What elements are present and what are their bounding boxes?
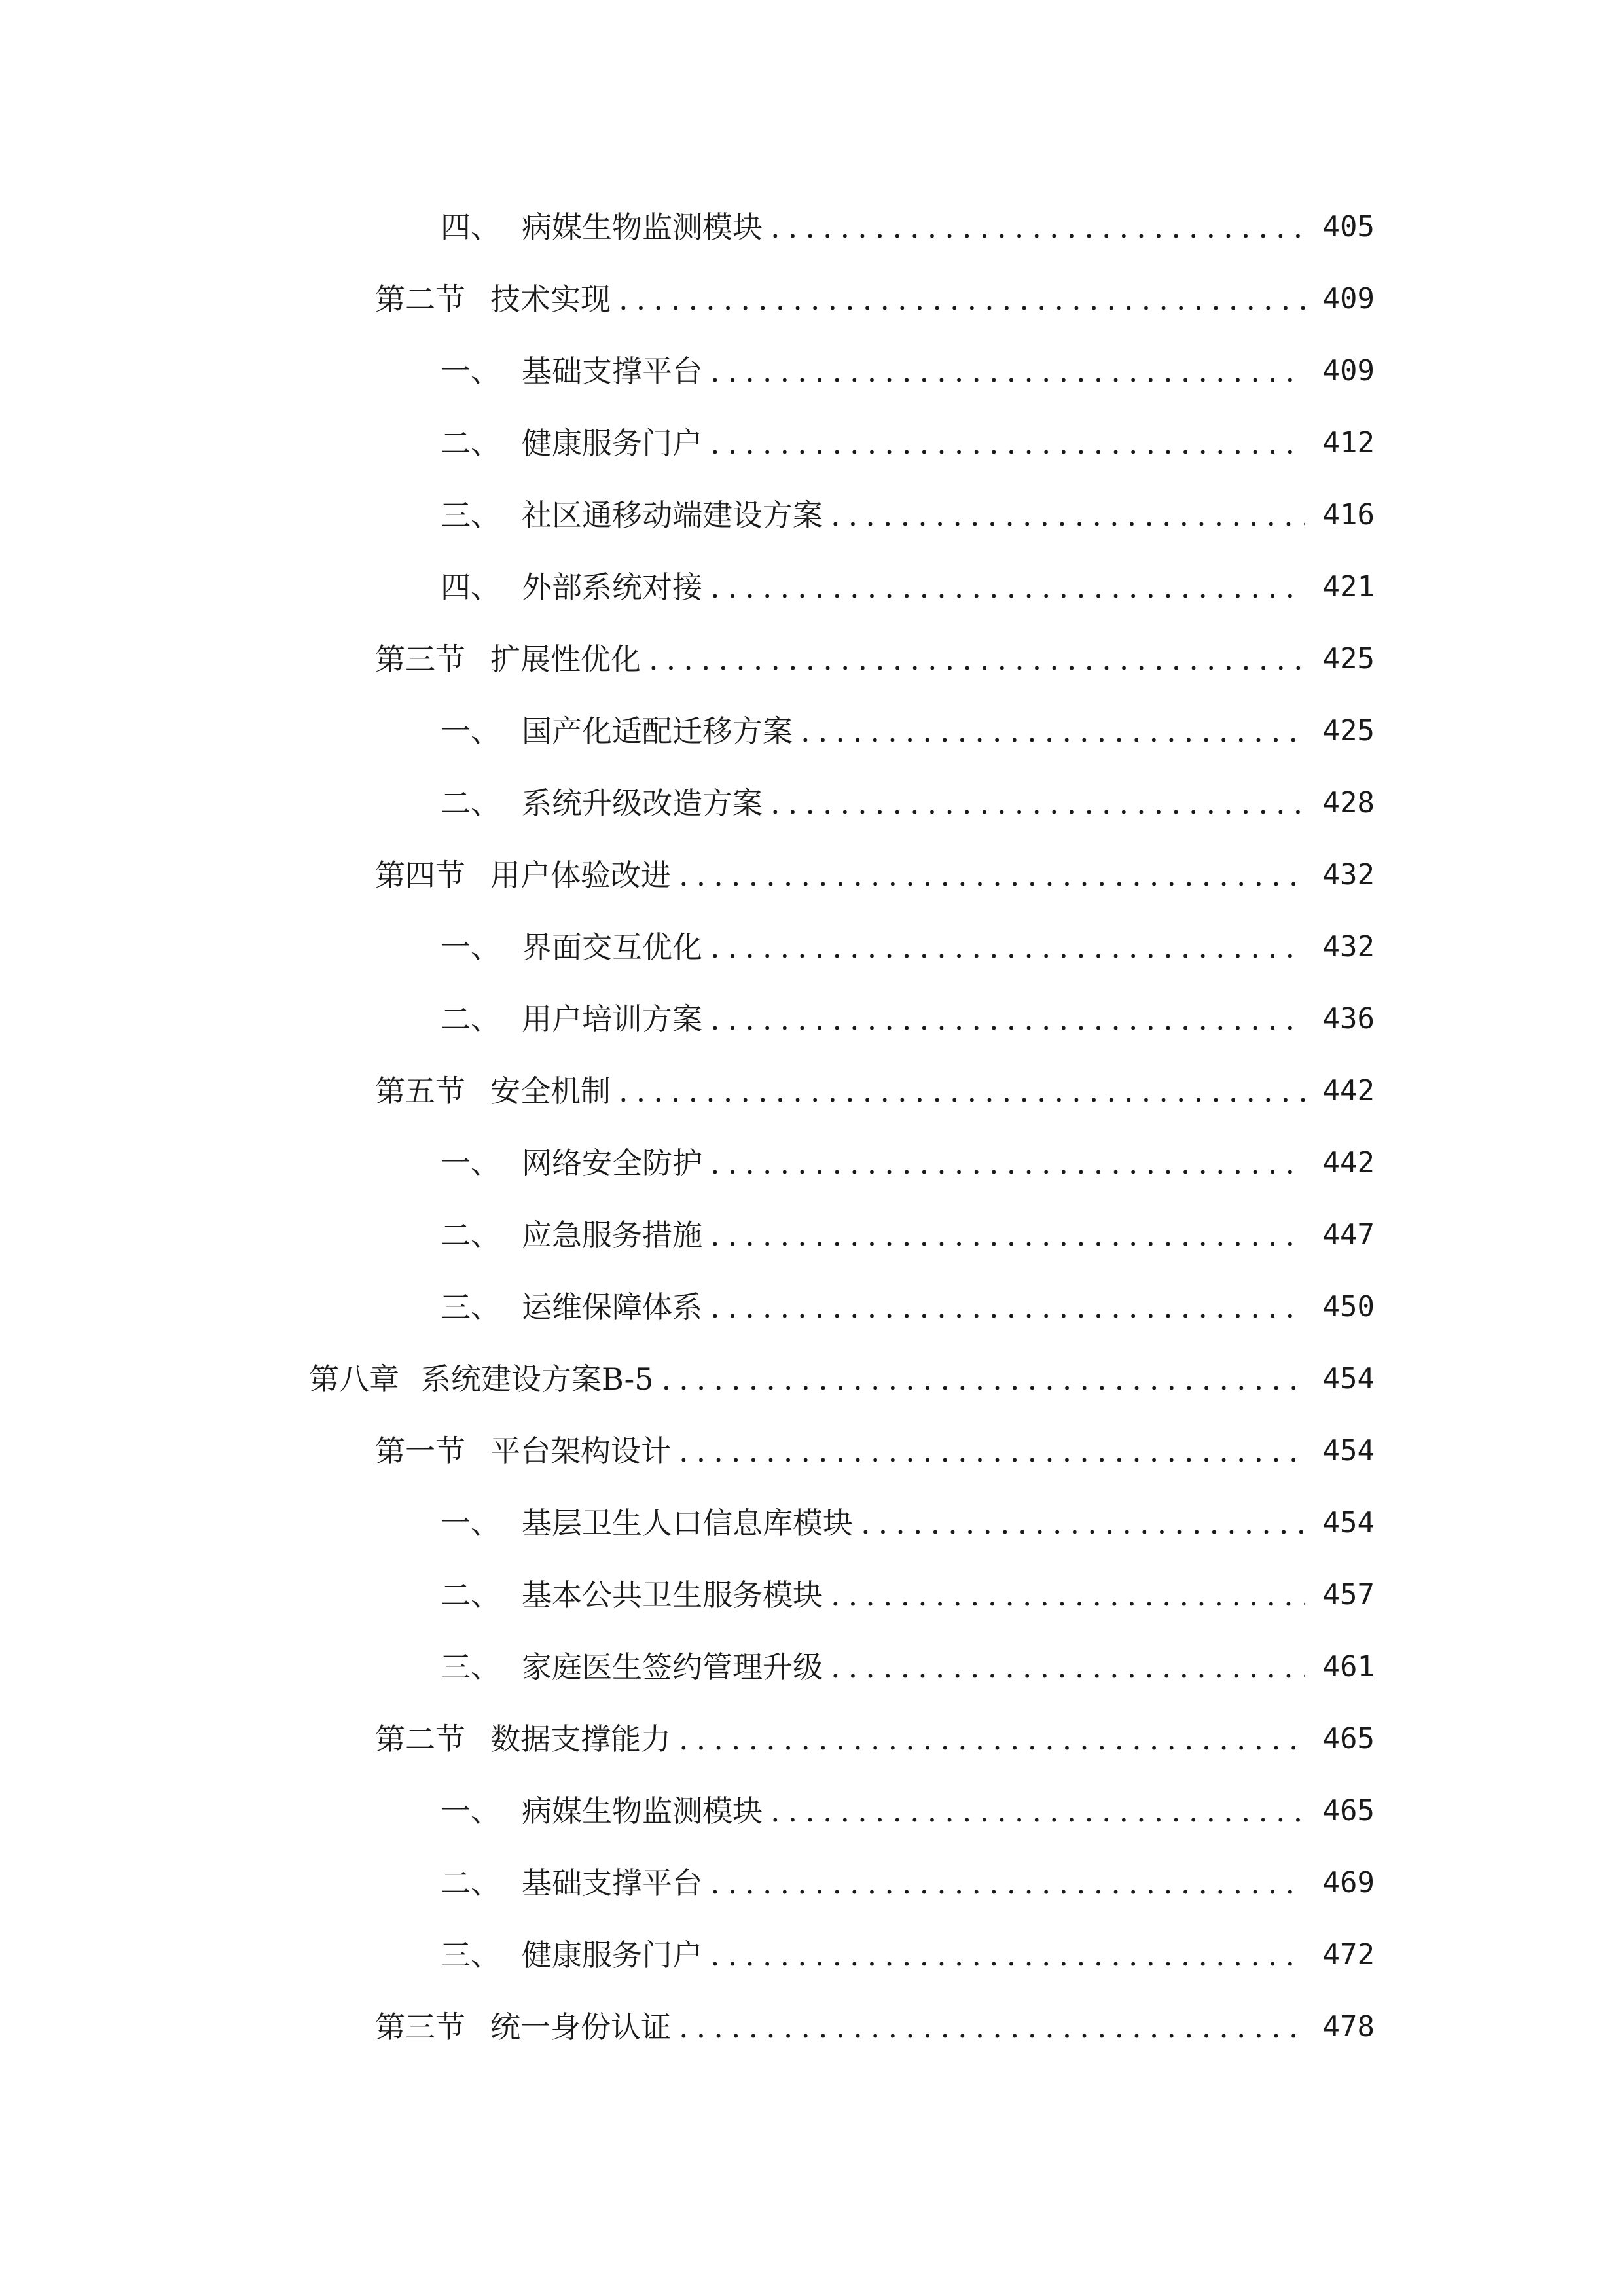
dot-leader [801,716,1305,746]
dot-leader [710,428,1305,458]
toc-entry-page: 454 [1322,1434,1375,1467]
dot-leader [770,1796,1305,1826]
toc-entry-number: 一、 [441,929,501,965]
toc-entry-title: 用户体验改进 [490,857,671,893]
dot-leader [831,500,1305,530]
table-of-contents [0,191,1624,2063]
toc-entry-page: 457 [1322,1578,1375,1611]
toc-entry[interactable] [0,1775,1624,1847]
toc-entry-title: 平台架构设计 [490,1433,671,1469]
toc-entry[interactable] [0,1703,1624,1775]
toc-entry-number: 一、 [441,1145,501,1181]
dot-leader [861,1508,1305,1538]
dot-leader [831,1652,1305,1682]
dot-leader [679,1724,1305,1754]
toc-entry-title: 病媒生物监测模块 [522,209,763,245]
toc-entry-title: 系统建设方案B-5 [421,1361,654,1397]
toc-entry-title: 外部系统对接 [522,569,702,605]
toc-entry-title: 基础支撑平台 [522,353,702,389]
toc-entry[interactable] [0,911,1624,983]
toc-entry[interactable] [0,839,1624,911]
toc-entry[interactable] [0,1271,1624,1343]
toc-entry-page: 447 [1322,1218,1375,1251]
toc-entry[interactable] [0,1919,1624,1991]
toc-entry-page: 425 [1322,714,1375,747]
toc-entry-number: 二、 [441,1217,501,1253]
toc-entry-number: 第三节 [375,2009,465,2045]
dot-leader [710,1940,1305,1970]
toc-entry-page: 454 [1322,1362,1375,1395]
toc-entry-page: 442 [1322,1074,1375,1107]
toc-entry[interactable] [0,1559,1624,1631]
dot-leader [710,1004,1305,1034]
toc-entry-page: 409 [1322,354,1375,387]
toc-entry-number: 第三节 [375,641,465,677]
toc-entry[interactable] [0,1631,1624,1703]
toc-entry-number: 第八章 [309,1361,399,1397]
toc-entry[interactable] [0,983,1624,1055]
toc-entry[interactable] [0,191,1624,263]
toc-entry-title: 健康服务门户 [522,1937,702,1973]
toc-entry-page: 432 [1322,930,1375,963]
dot-leader [710,1868,1305,1898]
toc-entry[interactable] [0,479,1624,551]
toc-entry[interactable] [0,1487,1624,1559]
toc-entry-number: 四、 [441,569,501,605]
dot-leader [710,1148,1305,1178]
dot-leader [649,644,1305,674]
dot-leader [770,788,1305,818]
dot-leader [710,572,1305,602]
toc-entry-number: 一、 [441,353,501,389]
toc-entry[interactable] [0,1055,1624,1127]
dot-leader [679,860,1305,890]
toc-entry-title: 应急服务措施 [522,1217,702,1253]
dot-leader [770,212,1305,242]
toc-entry[interactable] [0,1847,1624,1919]
toc-entry[interactable] [0,1199,1624,1271]
toc-entry-number: 二、 [441,1577,501,1613]
toc-entry-title: 基础支撑平台 [522,1865,702,1901]
toc-entry-number: 一、 [441,1505,501,1541]
toc-entry[interactable] [0,1991,1624,2063]
toc-entry-number: 三、 [441,1649,501,1685]
dot-leader [679,1436,1305,1466]
toc-entry-title: 用户培训方案 [522,1001,702,1037]
toc-entry-title: 数据支撑能力 [490,1721,671,1757]
toc-entry-page: 461 [1322,1650,1375,1683]
toc-entry-number: 第二节 [375,1721,465,1757]
dot-leader [710,1220,1305,1250]
toc-entry-number: 二、 [441,1001,501,1037]
toc-entry-title: 运维保障体系 [522,1289,702,1325]
toc-entry-number: 三、 [441,1937,501,1973]
toc-entry-number: 二、 [441,1865,501,1901]
dot-leader [831,1580,1305,1610]
toc-entry-number: 第一节 [375,1433,465,1469]
toc-entry-title: 统一身份认证 [490,2009,671,2045]
toc-entry-page: 478 [1322,2010,1375,2043]
toc-entry-number: 第五节 [375,1073,465,1109]
toc-entry-title: 国产化适配迁移方案 [522,713,793,749]
dot-leader [679,2012,1305,2042]
toc-entry[interactable] [0,551,1624,623]
dot-leader [710,932,1305,962]
toc-entry-number: 三、 [441,1289,501,1325]
toc-entry[interactable] [0,1127,1624,1199]
toc-entry[interactable] [0,695,1624,767]
toc-entry-number: 第二节 [375,281,465,317]
toc-entry-title: 社区通移动端建设方案 [522,497,823,533]
toc-entry[interactable] [0,1343,1624,1415]
dot-leader [710,356,1305,386]
toc-entry-number: 二、 [441,785,501,821]
toc-entry-number: 三、 [441,497,501,533]
toc-entry-page: 409 [1322,282,1375,315]
toc-entry-title: 系统升级改造方案 [522,785,763,821]
toc-entry-page: 442 [1322,1146,1375,1179]
toc-entry-page: 421 [1322,570,1375,603]
toc-entry-page: 436 [1322,1002,1375,1035]
toc-entry-title: 病媒生物监测模块 [522,1793,763,1829]
toc-entry-page: 405 [1322,210,1375,243]
toc-entry-title: 家庭医生签约管理升级 [522,1649,823,1685]
toc-entry-number: 一、 [441,713,501,749]
toc-entry[interactable] [0,407,1624,479]
toc-entry-page: 416 [1322,498,1375,531]
dot-leader [710,1292,1305,1322]
toc-entry-title: 基层卫生人口信息库模块 [522,1505,853,1541]
toc-entry-page: 469 [1322,1866,1375,1899]
toc-entry-page: 465 [1322,1794,1375,1827]
toc-entry[interactable] [0,335,1624,407]
toc-entry-title: 健康服务门户 [522,425,702,461]
toc-entry[interactable] [0,767,1624,839]
dot-leader [619,284,1305,314]
toc-entry-page: 412 [1322,426,1375,459]
toc-entry-number: 第四节 [375,857,465,893]
toc-entry[interactable] [0,263,1624,335]
dot-leader [661,1364,1305,1394]
toc-entry-page: 465 [1322,1722,1375,1755]
toc-entry-title: 基本公共卫生服务模块 [522,1577,823,1613]
toc-entry-title: 安全机制 [490,1073,611,1109]
toc-entry-title: 界面交互优化 [522,929,702,965]
toc-entry[interactable] [0,1415,1624,1487]
toc-entry-page: 425 [1322,642,1375,675]
toc-entry-page: 450 [1322,1290,1375,1323]
toc-entry-page: 454 [1322,1506,1375,1539]
toc-entry-number: 一、 [441,1793,501,1829]
toc-entry-page: 432 [1322,858,1375,891]
toc-entry-title: 扩展性优化 [490,641,641,677]
toc-entry-number: 四、 [441,209,501,245]
toc-entry-title: 网络安全防护 [522,1145,702,1181]
toc-entry-page: 472 [1322,1938,1375,1971]
toc-entry-number: 二、 [441,425,501,461]
dot-leader [619,1076,1305,1106]
toc-entry-title: 技术实现 [490,281,611,317]
toc-entry-page: 428 [1322,786,1375,819]
toc-entry[interactable] [0,623,1624,695]
